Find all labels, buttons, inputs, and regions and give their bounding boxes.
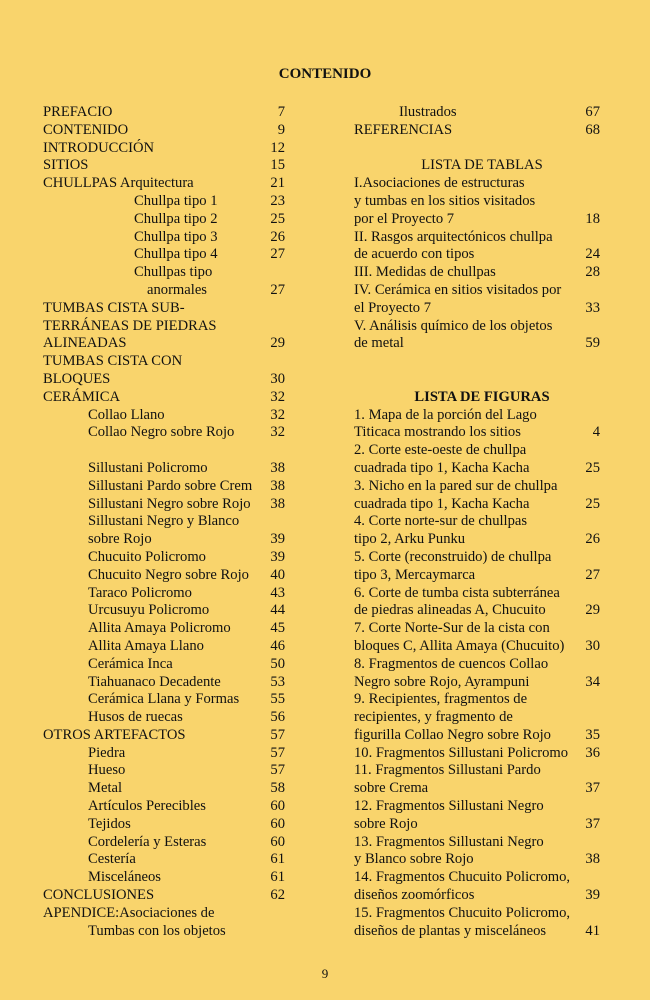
toc-entry-title: III. Medidas de chullpas xyxy=(354,264,496,281)
toc-entry xyxy=(354,745,610,763)
toc-entry-title: sobre Crema xyxy=(354,780,429,797)
toc-entry xyxy=(354,407,610,425)
toc-entry xyxy=(43,442,305,460)
toc-entry xyxy=(354,727,610,745)
toc-entry-page: 38 xyxy=(585,851,600,868)
toc-entry-title: CHULLPAS Arquitectura xyxy=(43,175,194,192)
toc-entry xyxy=(43,140,305,158)
toc-entry-title: 2. Corte este-oeste de chullpa xyxy=(354,442,527,459)
toc-entry xyxy=(354,638,610,656)
toc-entry-title: Titicaca mostrando los sitios xyxy=(354,424,521,441)
toc-entry xyxy=(43,318,305,336)
toc-entry-page: 23 xyxy=(270,192,285,209)
toc-entry xyxy=(354,798,610,816)
toc-entry-page: 37 xyxy=(585,780,600,797)
toc-entry-title: recipientes, y fragmento de xyxy=(354,709,513,726)
toc-entry-page: 27 xyxy=(270,281,285,298)
toc-entry-title: TERRÁNEAS DE PIEDRAS xyxy=(43,317,217,334)
toc-entry-title: 6. Corte de tumba cista subterránea xyxy=(354,584,560,601)
toc-entry-title: tipo 2, Arku Punku xyxy=(354,531,466,548)
toc-entry xyxy=(354,442,610,460)
toc-entry-page: 61 xyxy=(270,869,285,886)
toc-entry-title: V. Análisis químico de los objetos xyxy=(354,317,553,334)
toc-entry xyxy=(43,585,305,603)
toc-entry-page: 68 xyxy=(585,121,600,138)
toc-entry xyxy=(43,531,305,549)
toc-entry xyxy=(43,656,305,674)
toc-entry-title: Ilustrados xyxy=(399,104,457,120)
toc-entry-page: 25 xyxy=(270,210,285,227)
toc-entry xyxy=(43,709,305,727)
toc-entry xyxy=(354,674,610,692)
toc-entry-title: y tumbas en los sitios visitados xyxy=(354,192,536,209)
toc-entry-page: 38 xyxy=(270,495,285,512)
toc-entry-page: 45 xyxy=(270,620,285,637)
toc-entry xyxy=(354,193,610,211)
toc-entry-title: y Blanco sobre Rojo xyxy=(354,851,474,868)
toc-entry-title: Chullpa tipo 1 xyxy=(134,192,218,209)
toc-entry xyxy=(354,780,610,798)
toc-entry-page: 37 xyxy=(585,815,600,832)
toc-entry-title: cuadrada tipo 1, Kacha Kacha xyxy=(354,495,530,512)
toc-entry xyxy=(354,585,610,603)
toc-entry-title: Cerámica Inca xyxy=(88,655,173,672)
toc-entry-page: 25 xyxy=(585,459,600,476)
toc-entry xyxy=(354,371,610,389)
toc-entry-title: de acuerdo con tipos xyxy=(354,246,475,263)
toc-entry-title: Negro sobre Rojo, Ayrampuni xyxy=(354,673,530,690)
toc-entry xyxy=(43,353,305,371)
toc-entry-page: 18 xyxy=(585,210,600,227)
toc-entry-title: 14. Fragmentos Chucuito Policromo, xyxy=(354,869,571,886)
toc-entry xyxy=(43,424,305,442)
toc-entry xyxy=(43,887,305,905)
toc-entry-page: 12 xyxy=(270,139,285,156)
toc-entry xyxy=(43,193,305,211)
toc-entry-page: 62 xyxy=(270,887,285,904)
toc-entry xyxy=(43,460,305,478)
toc-entry xyxy=(43,727,305,745)
toc-entry xyxy=(43,691,305,709)
toc-entry-title: I.Asociaciones de estructuras xyxy=(354,175,525,192)
toc-entry xyxy=(43,816,305,834)
toc-entry-title: Chullpas tipo xyxy=(134,264,213,281)
toc-entry-title: Chullpa tipo 2 xyxy=(134,210,218,227)
toc-entry-page: 32 xyxy=(270,424,285,441)
toc-entry-title: Tumbas con los objetos xyxy=(88,922,226,939)
toc-entry xyxy=(43,567,305,585)
toc-entry xyxy=(43,496,305,514)
toc-entry xyxy=(43,389,305,407)
toc-entry-page: 27 xyxy=(270,246,285,263)
toc-entry-page: 46 xyxy=(270,637,285,654)
toc-entry-title: OTROS ARTEFACTOS xyxy=(43,726,186,743)
toc-entry-title: 5. Corte (reconstruido) de chullpa xyxy=(354,548,552,565)
toc-entry xyxy=(354,460,610,478)
toc-entry xyxy=(354,496,610,514)
section-heading: LISTA DE TABLAS xyxy=(421,157,543,174)
toc-entry xyxy=(43,104,305,122)
toc-entry-page: 38 xyxy=(270,477,285,494)
page-title: CONTENIDO xyxy=(278,66,372,82)
toc-entry-title: Chullpa tipo 4 xyxy=(134,246,218,263)
toc-entry-title: Misceláneos xyxy=(88,869,161,886)
toc-entry-page: 38 xyxy=(270,459,285,476)
toc-entry-page: 58 xyxy=(270,780,285,797)
toc-entry-title: de piedras alineadas A, Chucuito xyxy=(354,602,546,619)
toc-entry-title: Cerámica Llana y Formas xyxy=(88,691,240,708)
toc-entry-page: 41 xyxy=(585,922,600,939)
toc-entry-page: 34 xyxy=(585,673,600,690)
toc-entry-page: 36 xyxy=(585,744,600,761)
toc-entry-page: 32 xyxy=(270,406,285,423)
toc-entry xyxy=(43,282,305,300)
toc-entry xyxy=(43,905,305,923)
toc-entry-title: sobre Rojo xyxy=(88,531,152,548)
toc-entry-page: 40 xyxy=(270,566,285,583)
toc-entry-title: 9. Recipientes, fragmentos de xyxy=(354,691,528,708)
toc-entry xyxy=(354,353,610,371)
toc-right-column xyxy=(354,104,610,940)
toc-entry xyxy=(354,709,610,727)
toc-entry xyxy=(43,229,305,247)
toc-entry-title: Piedra xyxy=(88,744,126,761)
toc-entry-page: 30 xyxy=(270,370,285,387)
toc-entry xyxy=(43,851,305,869)
toc-entry-title: el Proyecto 7 xyxy=(354,299,432,316)
toc-entry-title: CONCLUSIONES xyxy=(43,887,155,904)
toc-entry xyxy=(354,478,610,496)
toc-entry-title: bloques C, Allita Amaya (Chucuito) xyxy=(354,637,565,654)
toc-entry xyxy=(354,656,610,674)
page-number: 9 xyxy=(321,966,329,981)
toc-entry-page: 9 xyxy=(277,121,285,138)
toc-entry-page: 4 xyxy=(592,424,600,441)
toc-entry xyxy=(43,246,305,264)
toc-entry-title: 7. Corte Norte-Sur de la cista con xyxy=(354,620,550,637)
toc-entry-title: Hueso xyxy=(88,762,126,779)
toc-entry xyxy=(354,531,610,549)
toc-entry-title: II. Rasgos arquitectónicos chullpa xyxy=(354,228,553,245)
toc-entry-title: BLOQUES xyxy=(43,370,111,387)
toc-entry xyxy=(354,122,610,140)
toc-entry-page: 39 xyxy=(270,531,285,548)
toc-entry xyxy=(43,264,305,282)
toc-entry xyxy=(354,549,610,567)
toc-entry-title: Sillustani Negro y Blanco xyxy=(88,513,240,530)
toc-entry xyxy=(43,780,305,798)
toc-entry-title: Sillustani Policromo xyxy=(88,459,208,476)
toc-entry xyxy=(354,335,610,353)
toc-entry-title: 4. Corte norte-sur de chullpas xyxy=(354,513,528,530)
toc-entry-title: PREFACIO xyxy=(43,104,113,120)
toc-entry-title: CONTENIDO xyxy=(43,121,129,138)
toc-entry-title: SITIOS xyxy=(43,157,89,174)
toc-entry-title: 10. Fragmentos Sillustani Policromo xyxy=(354,744,569,761)
toc-entry xyxy=(43,335,305,353)
toc-entry-page: 67 xyxy=(585,104,600,120)
toc-entry-title: cuadrada tipo 1, Kacha Kacha xyxy=(354,459,530,476)
toc-entry-page: 26 xyxy=(585,531,600,548)
toc-entry-page: 21 xyxy=(270,175,285,192)
toc-entry xyxy=(354,851,610,869)
toc-entry-title: TUMBAS CISTA SUB- xyxy=(43,299,185,316)
toc-entry-page: 32 xyxy=(270,388,285,405)
toc-entry-page: 30 xyxy=(585,637,600,654)
toc-entry-title: 8. Fragmentos de cuencos Collao xyxy=(354,655,549,672)
toc-entry xyxy=(354,175,610,193)
toc-entry xyxy=(43,745,305,763)
toc-entry xyxy=(43,175,305,193)
toc-entry-title: 3. Nicho en la pared sur de chullpa xyxy=(354,477,558,494)
toc-entry xyxy=(43,602,305,620)
toc-left-column xyxy=(43,104,305,940)
toc-entry-title: Sillustani Pardo sobre Crem xyxy=(88,477,253,494)
toc-entry-page: 39 xyxy=(270,548,285,565)
toc-entry-page: 44 xyxy=(270,602,285,619)
section-heading: LISTA DE FIGURAS xyxy=(414,388,550,405)
toc-entry xyxy=(354,513,610,531)
toc-entry-title: 12. Fragmentos Sillustani Negro xyxy=(354,798,544,815)
toc-entry-page: 59 xyxy=(585,335,600,352)
toc-entry-title: figurilla Collao Negro sobre Rojo xyxy=(354,726,551,743)
toc-entry xyxy=(354,887,610,905)
toc-entry-page: 29 xyxy=(270,335,285,352)
toc-entry xyxy=(354,620,610,638)
toc-entry-page: 55 xyxy=(270,691,285,708)
toc-entry-page: 60 xyxy=(270,815,285,832)
toc-entry-page: 57 xyxy=(270,744,285,761)
toc-entry-title: ALINEADAS xyxy=(43,335,127,352)
toc-entry-title: Cordelería y Esteras xyxy=(88,833,207,850)
toc-entry-title: Sillustani Negro sobre Rojo xyxy=(88,495,251,512)
toc-entry-page: 43 xyxy=(270,584,285,601)
toc-entry-title: TUMBAS CISTA CON xyxy=(43,353,183,370)
toc-entry-page: 28 xyxy=(585,264,600,281)
toc-entry-page: 56 xyxy=(270,709,285,726)
toc-entry-page: 29 xyxy=(585,602,600,619)
toc-entry xyxy=(354,602,610,620)
toc-entry xyxy=(354,246,610,264)
toc-entry xyxy=(354,691,610,709)
toc-entry-title: REFERENCIAS xyxy=(354,121,453,138)
toc-entry-title: sobre Rojo xyxy=(354,815,418,832)
toc-entry-title: 11. Fragmentos Sillustani Pardo xyxy=(354,762,541,779)
toc-entry-title: Chullpa tipo 3 xyxy=(134,228,218,245)
toc-entry-page: 24 xyxy=(585,246,600,263)
toc-entry-page: 57 xyxy=(270,726,285,743)
toc-entry-title: Taraco Policromo xyxy=(88,584,192,601)
toc-entry-page: 60 xyxy=(270,798,285,815)
toc-entry-title: Tejidos xyxy=(88,815,131,832)
toc-entry xyxy=(354,264,610,282)
toc-entry-page: 25 xyxy=(585,495,600,512)
toc-entry xyxy=(354,424,610,442)
toc-entry-title: CERÁMICA xyxy=(43,388,121,405)
toc-entry-title: Collao Llano xyxy=(88,406,165,423)
toc-entry xyxy=(354,567,610,585)
toc-entry-page: 50 xyxy=(270,655,285,672)
toc-entry xyxy=(43,478,305,496)
toc-entry xyxy=(354,869,610,887)
toc-entry xyxy=(354,923,610,941)
toc-entry-title: Collao Negro sobre Rojo xyxy=(88,424,235,441)
toc-entry-title: Metal xyxy=(88,780,123,797)
toc-entry-title: 15. Fragmentos Chucuito Policromo, xyxy=(354,904,571,921)
toc-entry xyxy=(354,300,610,318)
toc-entry xyxy=(354,282,610,300)
toc-entry xyxy=(354,762,610,780)
toc-entry-title: Chucuito Negro sobre Rojo xyxy=(88,566,249,583)
toc-entry xyxy=(43,407,305,425)
toc-entry-title: 13. Fragmentos Sillustani Negro xyxy=(354,833,544,850)
toc-entry xyxy=(354,905,610,923)
toc-entry xyxy=(43,869,305,887)
toc-entry-title: diseños de plantas y misceláneos xyxy=(354,922,547,939)
toc-entry xyxy=(354,211,610,229)
toc-entry-page: 7 xyxy=(277,104,285,120)
toc-entry-title: Allita Amaya Policromo xyxy=(88,620,231,637)
toc-entry xyxy=(43,798,305,816)
toc-entry-title: Artículos Perecibles xyxy=(88,798,206,815)
toc-entry xyxy=(43,300,305,318)
toc-entry xyxy=(43,674,305,692)
toc-entry-page: 33 xyxy=(585,299,600,316)
toc-entry xyxy=(43,371,305,389)
toc-entry xyxy=(43,923,305,941)
toc-entry-title: tipo 3, Mercaymarca xyxy=(354,566,476,583)
toc-entry xyxy=(354,834,610,852)
toc-entry xyxy=(43,513,305,531)
toc-entry-title: Chucuito Policromo xyxy=(88,548,206,565)
toc-entry xyxy=(43,620,305,638)
toc-entry-page: 26 xyxy=(270,228,285,245)
toc-entry xyxy=(354,104,610,122)
toc-entry-title: Allita Amaya Llano xyxy=(88,637,204,654)
toc-entry-title: por el Proyecto 7 xyxy=(354,210,455,227)
toc-entry-page: 61 xyxy=(270,851,285,868)
toc-entry xyxy=(354,229,610,247)
toc-entry xyxy=(354,140,610,158)
toc-entry-title: IV. Cerámica en sitios visitados por xyxy=(354,281,562,298)
toc-entry-title: anormales xyxy=(147,281,207,298)
toc-entry xyxy=(43,762,305,780)
toc-entry-page: 57 xyxy=(270,762,285,779)
toc-entry-page: 27 xyxy=(585,566,600,583)
toc-entry-title: Cestería xyxy=(88,851,136,868)
toc-entry xyxy=(43,834,305,852)
toc-entry xyxy=(43,122,305,140)
toc-entry xyxy=(43,211,305,229)
toc-entry-title: APENDICE:Asociaciones de xyxy=(43,904,215,921)
toc-entry-title: Husos de ruecas xyxy=(88,709,183,726)
toc-entry xyxy=(354,816,610,834)
toc-entry-title: 1. Mapa de la porción del Lago xyxy=(354,406,537,423)
toc-entry-page: 53 xyxy=(270,673,285,690)
toc-entry-page: 35 xyxy=(585,726,600,743)
toc-entry xyxy=(354,318,610,336)
toc-entry-page: 60 xyxy=(270,833,285,850)
toc-entry-title: diseños zoomórficos xyxy=(354,887,475,904)
toc-entry-title: Urcusuyu Policromo xyxy=(88,602,210,619)
toc-entry xyxy=(43,549,305,567)
toc-entry xyxy=(43,157,305,175)
toc-entry-page: 39 xyxy=(585,887,600,904)
toc-entry-page: 15 xyxy=(270,157,285,174)
toc-entry xyxy=(43,638,305,656)
toc-entry-title: Tiahuanaco Decadente xyxy=(88,673,221,690)
toc-entry-title: INTRODUCCIÓN xyxy=(43,139,155,156)
toc-entry-title: de metal xyxy=(354,335,404,352)
